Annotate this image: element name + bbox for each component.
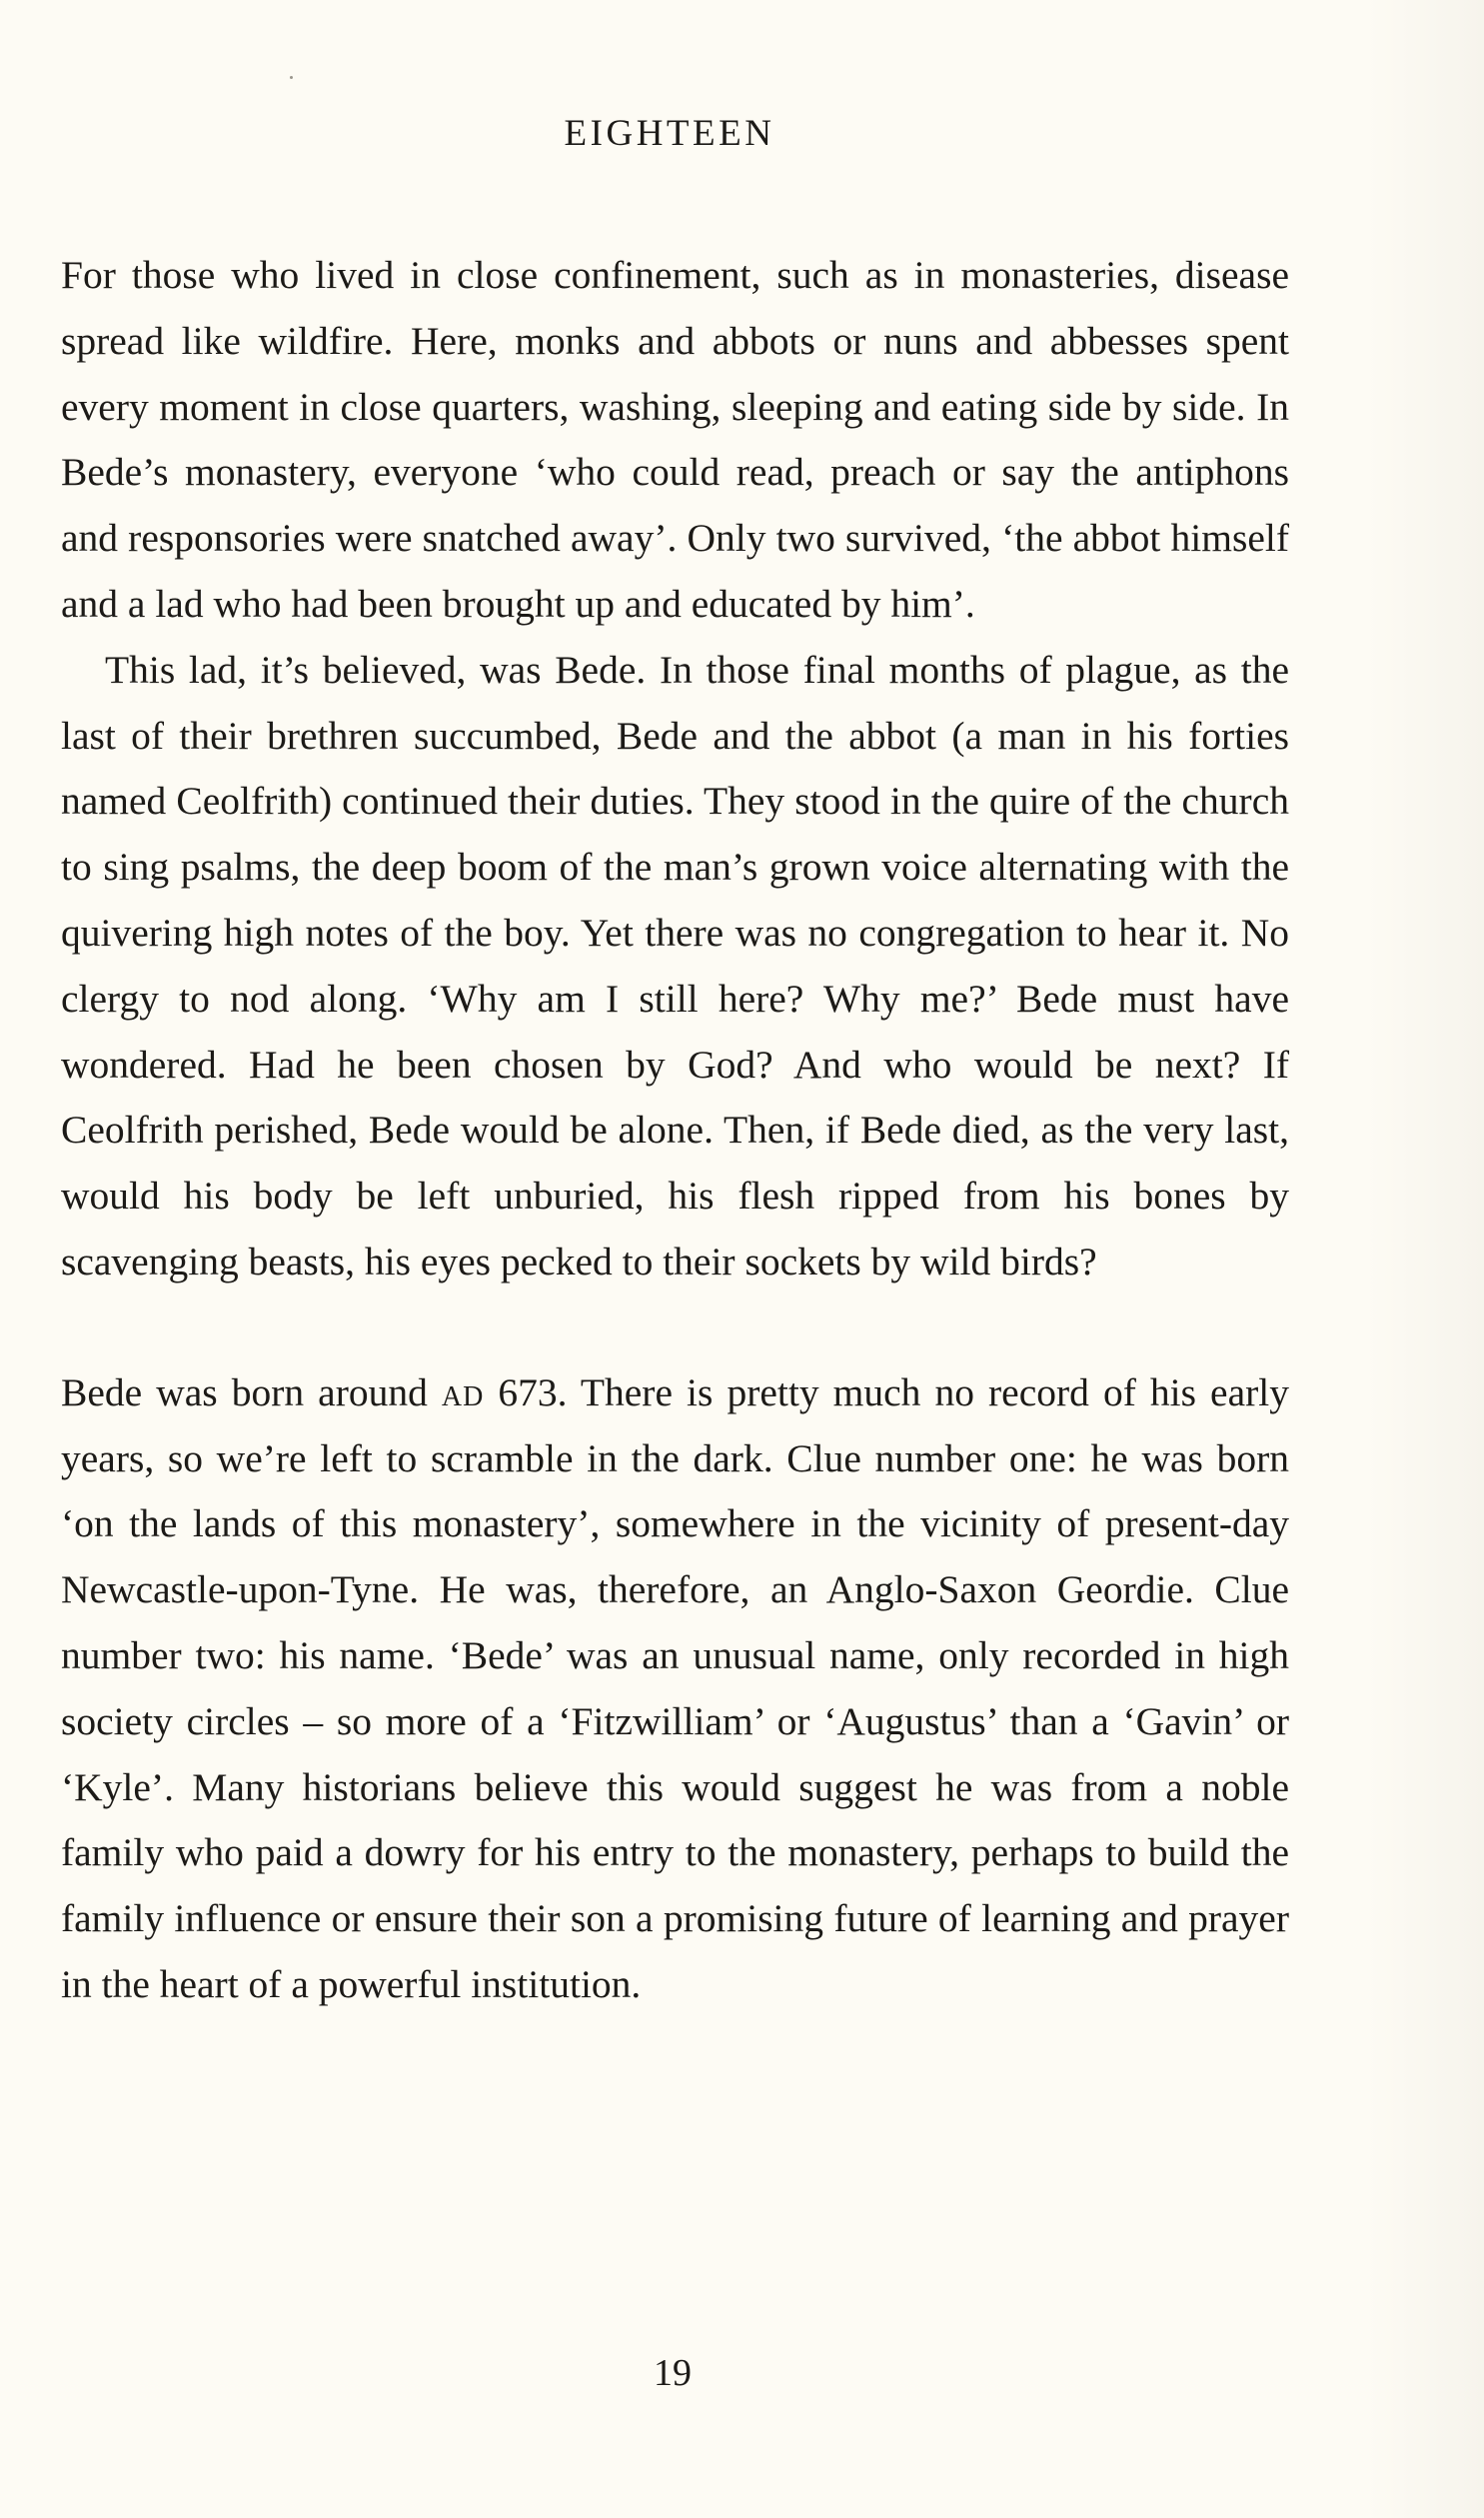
paragraph-bede-birth <box>61 1360 1289 2018</box>
paragraph-plague-monasteries: For those who lived in close confinement, such as in monasteries, disease spread like wildfire. Here, monks and abbots or nuns and abbesses spent every moment in close quarters, washing, sleeping and eating side by side. In Bede’s monastery, everyone ‘who could read, preach or say the antiphons and responsories were snatched away’. Only two survived, ‘the abbot himself and a lad who had been brought up and educated by him’. <box>61 253 1289 626</box>
paper-speck <box>290 76 293 79</box>
paragraph-bede-birth-body: 673. There is pretty much no record of his early years, so we’re left to scramble in the dark. Clue number one: he was born ‘on the lands of this monastery’, somewhere in the vicinity of present-day Newcastle-upon-Tyne. He was, therefore, an Anglo-Saxon Geordie. Clue number two: his name. ‘Bede’ was an unusual name, only recorded in high society circles – so more of a ‘Fitzwilliam’ or ‘Augustus’ than a ‘Gavin’ or ‘Kyle’. Many historians believe this would suggest he was from a noble family who paid a dowry for his entry to the monastery, perhaps to build the family influence or ensure their son a promising future of learning and prayer in the heart of a powerful institution. <box>61 1369 1290 2006</box>
page-number: 19 <box>654 2352 692 2394</box>
chapter-heading: EIGHTEEN <box>564 113 775 154</box>
body-text <box>61 243 1289 2018</box>
era-abbreviation: ad <box>441 1369 485 1414</box>
paragraph-bede-birth-opening: Bede was born around <box>61 1369 442 1414</box>
paragraph-bede-survivor: This lad, it’s believed, was Bede. In those final months of plague, as the last of their brethren succumbed, Bede and the abbot (a man in his forties named Ceolfrith) continued their duties. They stood in the quire of the church to sing psalms, the deep boom of the man’s grown voice alternating with the quivering high notes of the boy. Yet there was no congregation to hear it. No clergy to nod along. ‘Why am I still here? Why me?’ Bede must have wondered. Had he been chosen by God? And who would be next? If Ceolfrith perished, Bede would be alone. Then, if Bede died, as the very last, would his body be left unburied, his flesh ripped from his bones by scavenging beasts, his eyes pecked to their sockets by wild birds? <box>61 647 1289 1283</box>
